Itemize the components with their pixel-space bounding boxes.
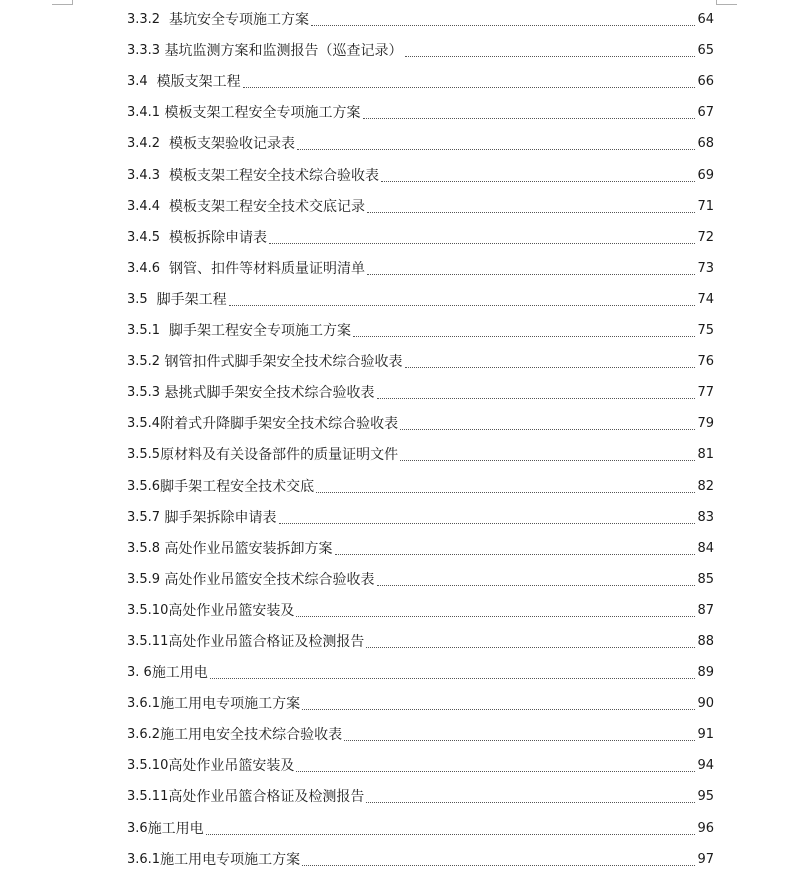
toc-dot-leader [311,24,695,26]
toc-dot-leader [366,801,695,803]
toc-entry-title: 高处作业吊篮安全技术综合验收表 [164,571,375,588]
page-corner-mark-left [52,0,73,5]
toc-dot-leader [302,864,695,866]
toc-entry-page-number: 69 [697,167,714,183]
toc-entry-number: 3.4.3 [127,167,161,183]
toc-entry-title: 高处作业吊篮安装拆卸方案 [164,540,333,557]
toc-entry[interactable] [127,345,714,376]
toc-dot-leader [335,553,696,555]
toc-entry[interactable] [127,469,714,500]
toc-entry-title: 原材料及有关设备部件的质量证明文件 [160,447,399,464]
toc-entry-title: 施工用电专项施工方案 [160,851,301,868]
toc-dot-leader [405,366,696,368]
toc-entry-title: 脚手架拆除申请表 [164,509,277,526]
toc-entry[interactable] [127,718,714,749]
toc-entry-title: 基坑安全专项施工方案 [168,12,309,29]
toc-entry-page-number: 67 [697,105,714,121]
toc-entry-title: 模板拆除申请表 [168,229,267,246]
toc-entry-number: 3.5.2 [127,354,161,370]
toc-entry-number: 3.4.5 [127,229,161,245]
toc-entry-number: 3.5.3 [127,385,161,401]
toc-entry-spacer [160,11,169,29]
toc-dot-leader [400,428,695,430]
toc-entry-title: 钢管扣件式脚手架安全技术综合验收表 [164,354,403,371]
toc-entry-number: 3.5.7 [127,509,161,525]
toc-entry-page-number: 65 [697,43,714,59]
toc-dot-leader [243,86,696,88]
toc-entry[interactable] [127,96,714,127]
toc-entry-page-number: 77 [697,385,714,401]
toc-entry-number: 3.4 [127,74,148,90]
toc-entry-page-number: 96 [697,820,714,836]
toc-dot-leader [296,615,695,617]
toc-entry-page-number: 81 [697,447,714,463]
toc-entry-number: 3.5.4 [127,416,161,432]
toc-entry-number: 3. 6 [127,665,152,681]
toc-entry[interactable] [127,376,714,407]
toc-entry-title: 模版支架工程 [156,74,241,91]
toc-dot-leader [400,459,695,461]
toc-entry[interactable] [127,438,714,469]
toc-entry-number: 3.5.10 [127,758,169,774]
toc-dot-leader [316,491,695,493]
toc-dot-leader [297,148,695,150]
toc-entry-number: 3.5.9 [127,571,161,587]
toc-entry[interactable] [127,780,714,811]
toc-entry-page-number: 94 [697,758,714,774]
toc-entry[interactable] [127,687,714,718]
toc-entry-spacer [160,229,169,247]
toc-dot-leader [363,117,696,119]
toc-dot-leader [353,335,695,337]
toc-entry[interactable] [127,65,714,96]
toc-entry-page-number: 82 [697,478,714,494]
toc-entry-number: 3.4.6 [127,260,161,276]
toc-entry-title: 模板支架工程安全技术交底记录 [168,198,365,215]
toc-entry-spacer [148,291,157,309]
toc-entry-page-number: 74 [697,291,714,307]
toc-entry-number: 3.5.8 [127,540,161,556]
toc-entry-title: 基坑监测方案和监测报告（巡查记录） [164,43,403,60]
toc-entry[interactable] [127,3,714,34]
toc-entry-spacer [148,73,157,91]
toc-entry-spacer [160,135,169,153]
toc-entry[interactable] [127,314,714,345]
toc-entry[interactable] [127,34,714,65]
toc-entry-title: 高处作业吊篮合格证及检测报告 [168,789,365,806]
toc-dot-leader [367,273,695,275]
toc-entry-page-number: 68 [697,136,714,152]
toc-entry-number: 3.5.5 [127,447,161,463]
toc-entry-title: 附着式升降脚手架安全技术综合验收表 [160,416,399,433]
toc-entry[interactable] [127,252,714,283]
toc-entry-page-number: 72 [697,229,714,245]
toc-entry-title: 模板支架工程安全专项施工方案 [164,105,361,122]
toc-entry[interactable] [127,749,714,780]
toc-dot-leader [279,522,696,524]
toc-entry-page-number: 88 [697,633,714,649]
toc-dot-leader [377,584,696,586]
toc-entry-number: 3.5.1 [127,323,161,339]
toc-entry-page-number: 89 [697,665,714,681]
toc-entry-number: 3.5.11 [127,789,169,805]
toc-entry[interactable] [127,594,714,625]
toc-entry-number: 3.6.2 [127,727,161,743]
toc-entry-spacer [160,322,169,340]
toc-dot-leader [405,55,696,57]
toc-entry[interactable] [127,127,714,158]
toc-entry-spacer [160,167,169,185]
toc-entry-number: 3.6.1 [127,696,161,712]
toc-entry-spacer [160,198,169,216]
toc-entry-number: 3.5 [127,291,148,307]
toc-entry-page-number: 64 [697,12,714,28]
toc-entry-page-number: 91 [697,727,714,743]
toc-entry-title: 高处作业吊篮合格证及检测报告 [168,633,365,650]
toc-dot-leader [344,739,695,741]
toc-entry-number: 3.5.10 [127,602,169,618]
toc-entry-spacer [160,260,169,278]
toc-entry[interactable] [127,532,714,563]
toc-entry-number: 3.5.6 [127,478,161,494]
toc-dot-leader [366,646,695,648]
toc-entry-page-number: 87 [697,602,714,618]
toc-entry-title: 模板支架验收记录表 [168,136,295,153]
toc-entry-title: 施工用电专项施工方案 [160,696,301,713]
page-corner-mark-right [716,0,737,5]
toc-entry-page-number: 83 [697,509,714,525]
toc-entry-title: 施工用电安全技术综合验收表 [160,727,343,744]
toc-entry-page-number: 79 [697,416,714,432]
toc-entry-number: 3.5.11 [127,633,169,649]
toc-dot-leader [210,677,696,679]
toc-entry[interactable] [127,407,714,438]
toc-entry-page-number: 76 [697,354,714,370]
toc-entry[interactable] [127,283,714,314]
toc-entry-number: 3.4.1 [127,105,161,121]
toc-entry-page-number: 84 [697,540,714,556]
toc-entry-page-number: 66 [697,74,714,90]
toc-entry[interactable] [127,811,714,842]
toc-entry[interactable] [127,501,714,532]
toc-entry-number: 3.3.3 [127,43,161,59]
toc-dot-leader [367,211,695,213]
toc-entry[interactable] [127,656,714,687]
toc-entry-title: 高处作业吊篮安装及 [168,758,295,775]
toc-entry-number: 3.3.2 [127,12,161,28]
toc-entry-title: 悬挑式脚手架安全技术综合验收表 [164,385,375,402]
toc-dot-leader [377,397,696,399]
toc-entry-title: 钢管、扣件等材料质量证明清单 [168,260,365,277]
toc-entry-page-number: 95 [697,789,714,805]
toc-entry-page-number: 75 [697,323,714,339]
toc-entry[interactable] [127,843,714,874]
toc-entry-number: 3.6 [127,820,148,836]
toc-entry-title: 模板支架工程安全技术综合验收表 [168,167,379,184]
toc-dot-leader [302,708,695,710]
table-of-contents [127,3,714,874]
toc-entry[interactable] [127,190,714,221]
toc-entry-title: 脚手架工程安全技术交底 [160,478,315,495]
toc-entry-number: 3.6.1 [127,851,161,867]
toc-entry-title: 脚手架工程安全专项施工方案 [168,323,351,340]
toc-entry-title: 高处作业吊篮安装及 [168,602,295,619]
toc-entry-page-number: 90 [697,696,714,712]
toc-entry-title: 施工用电 [147,820,204,837]
toc-entry[interactable] [127,625,714,656]
toc-entry[interactable] [127,221,714,252]
toc-dot-leader [296,770,695,772]
toc-entry-page-number: 71 [697,198,714,214]
toc-entry-number: 3.4.2 [127,136,161,152]
toc-entry-page-number: 73 [697,260,714,276]
toc-entry[interactable] [127,563,714,594]
toc-entry-title: 脚手架工程 [156,291,227,308]
toc-entry[interactable] [127,158,714,189]
toc-entry-page-number: 85 [697,571,714,587]
toc-entry-page-number: 97 [697,851,714,867]
toc-dot-leader [206,833,696,835]
toc-entry-number: 3.4.4 [127,198,161,214]
toc-dot-leader [381,180,695,182]
toc-entry-title: 施工用电 [151,665,208,682]
toc-dot-leader [229,304,696,306]
toc-dot-leader [269,242,695,244]
